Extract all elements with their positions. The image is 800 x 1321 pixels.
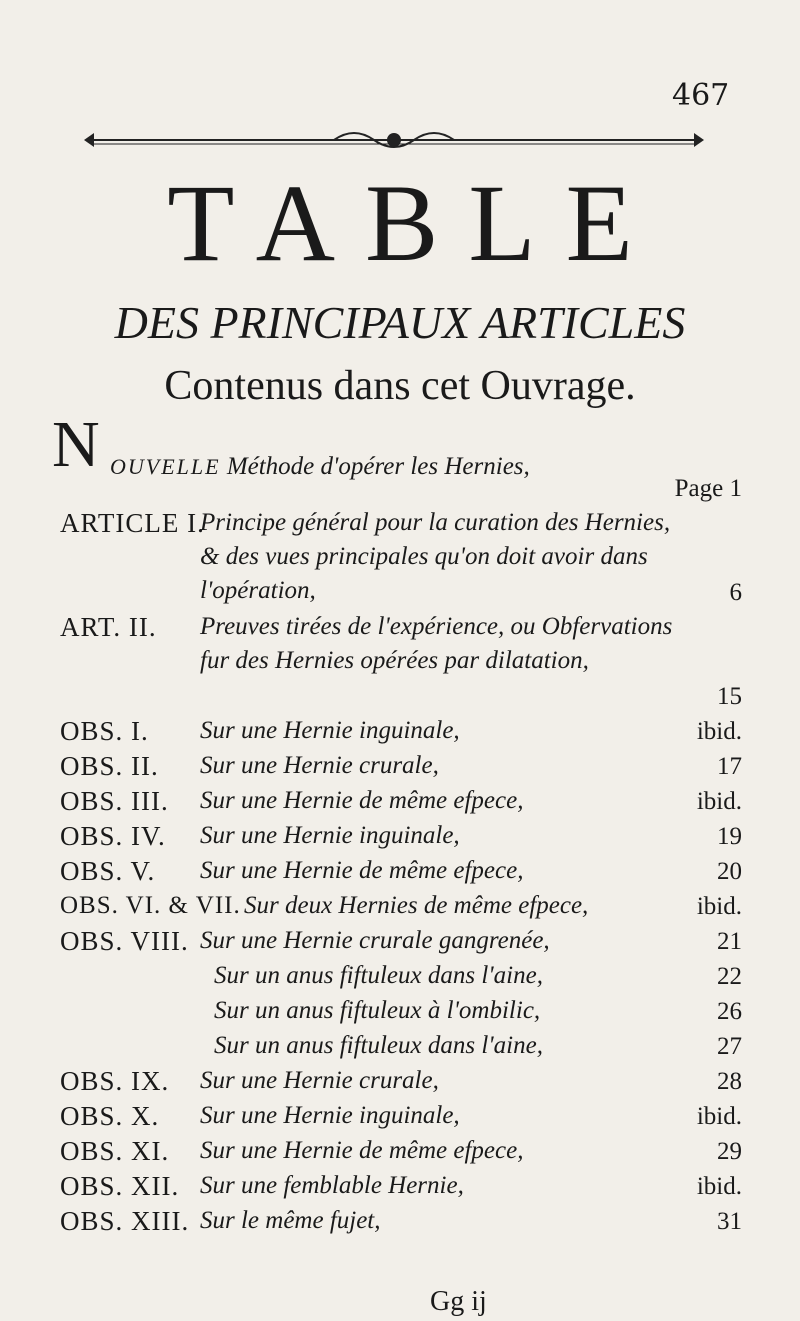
drop-cap: N xyxy=(52,408,100,481)
table-of-contents xyxy=(52,408,750,1239)
list-item xyxy=(60,994,750,1029)
entry-page: 21 xyxy=(717,928,742,955)
list-item xyxy=(60,854,750,889)
entry-text: Sur un anus fiftuleux dans l'aine, xyxy=(214,962,543,989)
entry-text: Sur une Hernie inguinale, xyxy=(200,717,460,744)
entry-page: 31 xyxy=(717,1208,742,1235)
entry-label: OBS. XIII. xyxy=(60,1206,190,1236)
entry-page: 19 xyxy=(717,823,742,850)
entry-page: 20 xyxy=(717,858,742,885)
entry-text: Sur une femblable Hernie, xyxy=(200,1172,464,1199)
subtitle: DES PRINCIPAUX ARTICLES xyxy=(114,297,686,348)
entry-page: ibid. xyxy=(696,788,742,815)
entry-text: Sur une Hernie crurale gangrenée, xyxy=(200,927,550,954)
entry-page: 26 xyxy=(717,998,742,1025)
entry-text: Méthode d'opérer les Hernies, xyxy=(220,453,530,480)
entry-label: OBS. XI. xyxy=(60,1136,170,1166)
entry-page: ibid. xyxy=(696,1103,742,1130)
list-item xyxy=(60,784,750,819)
list-item xyxy=(52,408,750,506)
entry-text: Sur une Hernie de même efpece, xyxy=(200,787,524,814)
entry-label: OBS. IV. xyxy=(60,821,166,851)
entry-page: ibid. xyxy=(696,893,742,920)
entry-text: Sur un anus fiftuleux dans l'aine, xyxy=(214,1032,543,1059)
list-item xyxy=(60,749,750,784)
entry-label: OBS. X. xyxy=(60,1101,160,1131)
entry-text: Sur un anus fiftuleux à l'ombilic, xyxy=(214,997,541,1024)
list-item xyxy=(60,1099,750,1134)
list-item xyxy=(60,959,750,994)
list-item xyxy=(60,819,750,854)
entry-page: 22 xyxy=(717,963,742,990)
entry-text: Sur une Hernie crurale, xyxy=(200,752,439,779)
entry-page: 6 xyxy=(729,579,742,606)
list-item xyxy=(60,1134,750,1169)
page-title: TABLE xyxy=(167,162,663,284)
ornament-rule xyxy=(84,128,704,152)
entry-text: Sur une Hernie de même efpece, xyxy=(200,1137,524,1164)
page-number: 467 xyxy=(672,78,730,113)
entry-label: OBS. II. xyxy=(60,751,159,781)
list-item xyxy=(60,889,750,924)
entry-text: Sur une Hernie de même efpece, xyxy=(200,857,524,884)
entry-label: ARTICLE I. xyxy=(60,508,205,538)
contents-line: Contenus dans cet Ouvrage. xyxy=(164,363,636,409)
entry-label: OBS. VI. & VII. xyxy=(60,892,241,919)
entry-label: ART. II. xyxy=(60,612,157,642)
entry-page: 29 xyxy=(717,1138,742,1165)
entry-smallcaps: OUVELLE xyxy=(110,454,221,479)
entry-text: Sur deux Hernies de même efpece, xyxy=(244,892,589,919)
entry-page: ibid. xyxy=(696,1173,742,1200)
entry-text: Principe général pour la curation des Hernies, & des vues principales qu'on doit avoir dans l'opération, xyxy=(200,509,671,604)
entry-page: ibid. xyxy=(696,718,742,745)
entry-text: Sur une Hernie inguinale, xyxy=(200,822,460,849)
catchword-signature: Gg ij xyxy=(430,1286,487,1317)
entry-page: Page 1 xyxy=(674,475,742,502)
entry-label: OBS. I. xyxy=(60,716,149,746)
entry-text: Sur une Hernie inguinale, xyxy=(200,1102,460,1129)
entry-text: Sur une Hernie crurale, xyxy=(200,1067,439,1094)
list-item xyxy=(60,506,750,610)
entry-label: OBS. XII. xyxy=(60,1171,180,1201)
list-item xyxy=(60,1169,750,1204)
entry-page: 17 xyxy=(717,753,742,780)
entry-label: OBS. III. xyxy=(60,786,169,816)
entry-label: OBS. VIII. xyxy=(60,926,189,956)
entry-page: 27 xyxy=(717,1033,742,1060)
list-item xyxy=(60,1204,750,1239)
list-item xyxy=(60,610,750,714)
list-item xyxy=(60,1029,750,1064)
entry-text: Sur le même fujet, xyxy=(200,1207,381,1234)
list-item xyxy=(60,1064,750,1099)
list-item xyxy=(60,714,750,749)
entry-text: Preuves tirées de l'expérience, ou Obfervations fur des Hernies opérées par dilatation, xyxy=(200,613,673,674)
entry-page: 28 xyxy=(717,1068,742,1095)
entry-page: 15 xyxy=(717,683,742,710)
list-item xyxy=(60,924,750,959)
entry-label: OBS. IX. xyxy=(60,1066,170,1096)
entry-label: OBS. V. xyxy=(60,856,156,886)
